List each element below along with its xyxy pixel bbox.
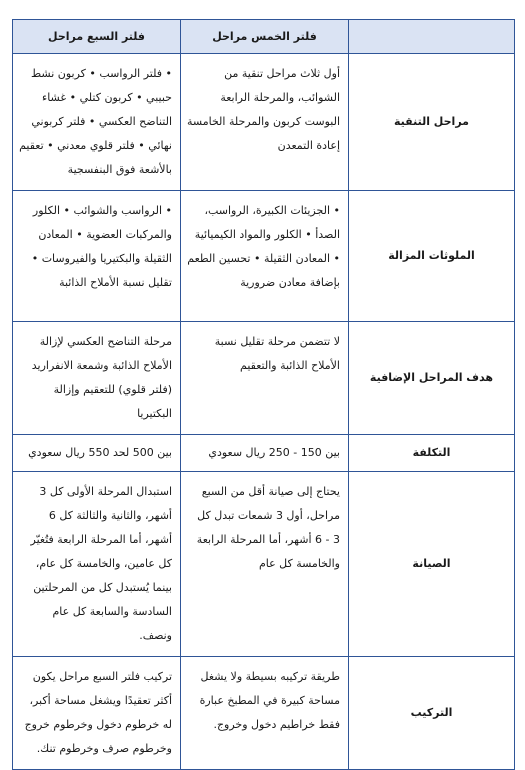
header-five-stage: فلتر الخمس مراحل [181,20,349,54]
table-row [13,322,515,435]
table-row [13,54,515,191]
table-row [13,472,515,657]
seven-stage-cell: استبدال المرحلة الأولى كل 3 أشهر، والثانية والثالثة كل 6 أشهر، أما المرحلة الرابعة فتُغيّر كل عامين، والخامسة كل عام، بينما يُستبدل كل من المرحلتين السادسة والسابعة كل عام ونصف. [13,472,181,657]
five-stage-cell: لا تتضمن مرحلة تقليل نسبة الأملاح الذائبة والتعقيم [181,322,349,435]
seven-stage-cell: • الرواسب والشوائب • الكلور والمركبات العضوية • المعادن الثقيلة والبكتيريا والفيروسات • تقليل نسبة الأملاح الذائبة [13,191,181,322]
five-stage-cell: أول ثلاث مراحل تنقية من الشوائب، والمرحلة الرابعة البوست كربون والمرحلة الخامسة إعادة التمعدن [181,54,349,191]
header-row [13,20,515,54]
seven-stage-cell: تركيب فلتر السبع مراحل يكون أكثر تعقيدًا ويشغل مساحة أكبر، له خرطوم دخول وخرطوم خروج وخرطوم صرف وخرطوم تنك. [13,657,181,770]
table-row [13,435,515,472]
row-label: الصيانة [349,472,515,657]
row-label: الملوثات المزالة [349,191,515,322]
row-label: التكلفة [349,435,515,472]
comparison-table [12,19,515,770]
table-row [13,657,515,770]
table-row [13,191,515,322]
row-label: مراحل التنقية [349,54,515,191]
header-empty-cell [349,20,515,54]
seven-stage-cell: • فلتر الرواسب • كربون نشط حبيبي • كربون كتلي • غشاء التناضح العكسي • فلتر كربوني نهائي • فلتر قلوي معدني • تعقيم بالأشعة فوق البنفسجية [13,54,181,191]
five-stage-cell: • الجزيئات الكبيرة، الرواسب، الصدأ • الكلور والمواد الكيميائية • المعادن الثقيلة • تحسين الطعم بإضافة معادن ضرورية [181,191,349,322]
five-stage-cell: بين 150 - 250 ريال سعودي [181,435,349,472]
seven-stage-cell: بين 500 لحد 550 ريال سعودي [13,435,181,472]
header-seven-stage: فلتر السبع مراحل [13,20,181,54]
five-stage-cell: طريقة تركيبه بسيطة ولا يشغل مساحة كبيرة في المطبخ عبارة فقط خراطيم دخول وخروج. [181,657,349,770]
seven-stage-cell: مرحلة التناضح العكسي لإزالة الأملاح الذائبة وشمعة الانفراريد (فلتر قلوي) للتعقيم وإزالة البكتيريا [13,322,181,435]
five-stage-cell: يحتاج إلى صيانة أقل من السبع مراحل، أول 3 شمعات تبدل كل 3 - 6 أشهر، أما المرحلة الرابعة والخامسة كل عام [181,472,349,657]
row-label: هدف المراحل الإضافية [349,322,515,435]
row-label: التركيب [349,657,515,770]
